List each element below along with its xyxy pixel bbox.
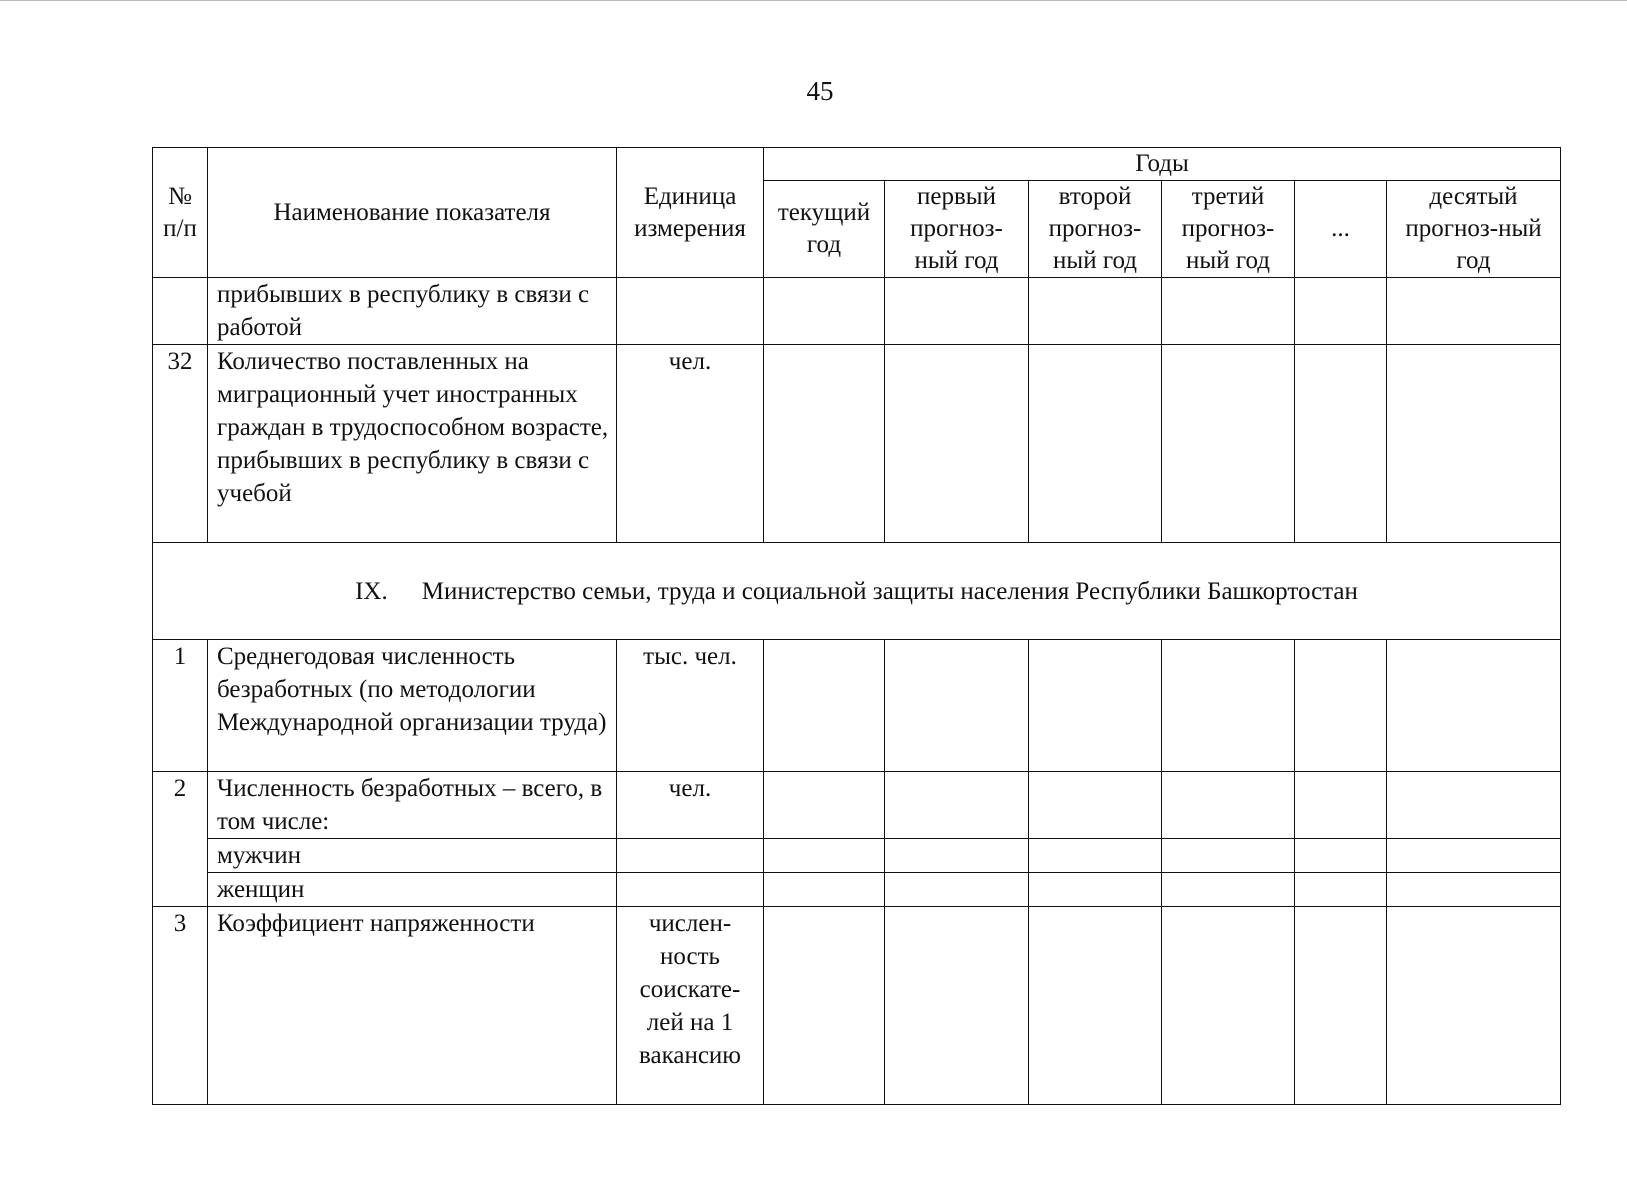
indicators-table	[152, 147, 1561, 1105]
row-num-cell	[153, 278, 208, 345]
header-current-year: текущий год	[764, 181, 885, 278]
header-tenth-forecast-year: десятый прогноз-ный год	[1387, 181, 1561, 278]
section-title: Министерство семьи, труда и социальной защиты населения Республики Башкортостан	[421, 577, 1358, 605]
row-num-cell: 2	[153, 772, 208, 907]
row-unit-cell: чел.	[617, 345, 764, 543]
row-name-cell: Численность безработных – всего, в том числе:	[208, 772, 617, 839]
row-num-cell: 3	[153, 907, 208, 1105]
row-name-cell: Количество поставленных на миграционный учет иностранных граждан в трудоспособном возрасте, прибывших в республику в связи с учебой	[208, 345, 617, 543]
row-unit-cell: числен-ность соискате-лей на 1 вакансию	[617, 907, 764, 1105]
table-row-1	[153, 640, 1561, 772]
table-row-2-men	[153, 839, 1561, 873]
header-unit: Единица измерения	[617, 148, 764, 278]
table-row-32	[153, 345, 1561, 543]
header-second-forecast-year: второй прогноз-ный год	[1029, 181, 1162, 278]
header-num: № п/п	[153, 148, 208, 278]
header-third-forecast-year: третий прогноз-ный год	[1162, 181, 1295, 278]
row-unit-cell: тыс. чел.	[617, 640, 764, 772]
row-num-cell: 1	[153, 640, 208, 772]
top-rule	[0, 0, 1627, 3]
page-number: 45	[806, 76, 834, 106]
row-name-cell: мужчин	[208, 839, 617, 873]
table-row-3	[153, 907, 1561, 1105]
section-heading	[153, 543, 1561, 640]
header-years: Годы	[764, 148, 1561, 181]
header-name: Наименование показателя	[208, 148, 617, 278]
row-name-cell: прибывших в республику в связи с работой	[208, 278, 617, 345]
row-name-cell: Среднегодовая численность безработных (по методологии Международной организации труда)	[208, 640, 617, 772]
table-row-continued	[153, 278, 1561, 345]
section-row	[153, 543, 1561, 640]
row-name-cell: женщин	[208, 873, 617, 907]
header-first-forecast-year: первый прогноз-ный год	[885, 181, 1029, 278]
section-number: IX.	[355, 577, 388, 605]
row-unit-cell	[617, 278, 764, 345]
header-row-years	[153, 148, 1561, 181]
table-row-2	[153, 772, 1561, 839]
row-name-cell: Коэффициент напряженности	[208, 907, 617, 1105]
row-unit-cell: чел.	[617, 772, 764, 839]
row-num-cell: 32	[153, 345, 208, 543]
header-ellipsis: ...	[1295, 181, 1387, 278]
table-row-2-women	[153, 873, 1561, 907]
